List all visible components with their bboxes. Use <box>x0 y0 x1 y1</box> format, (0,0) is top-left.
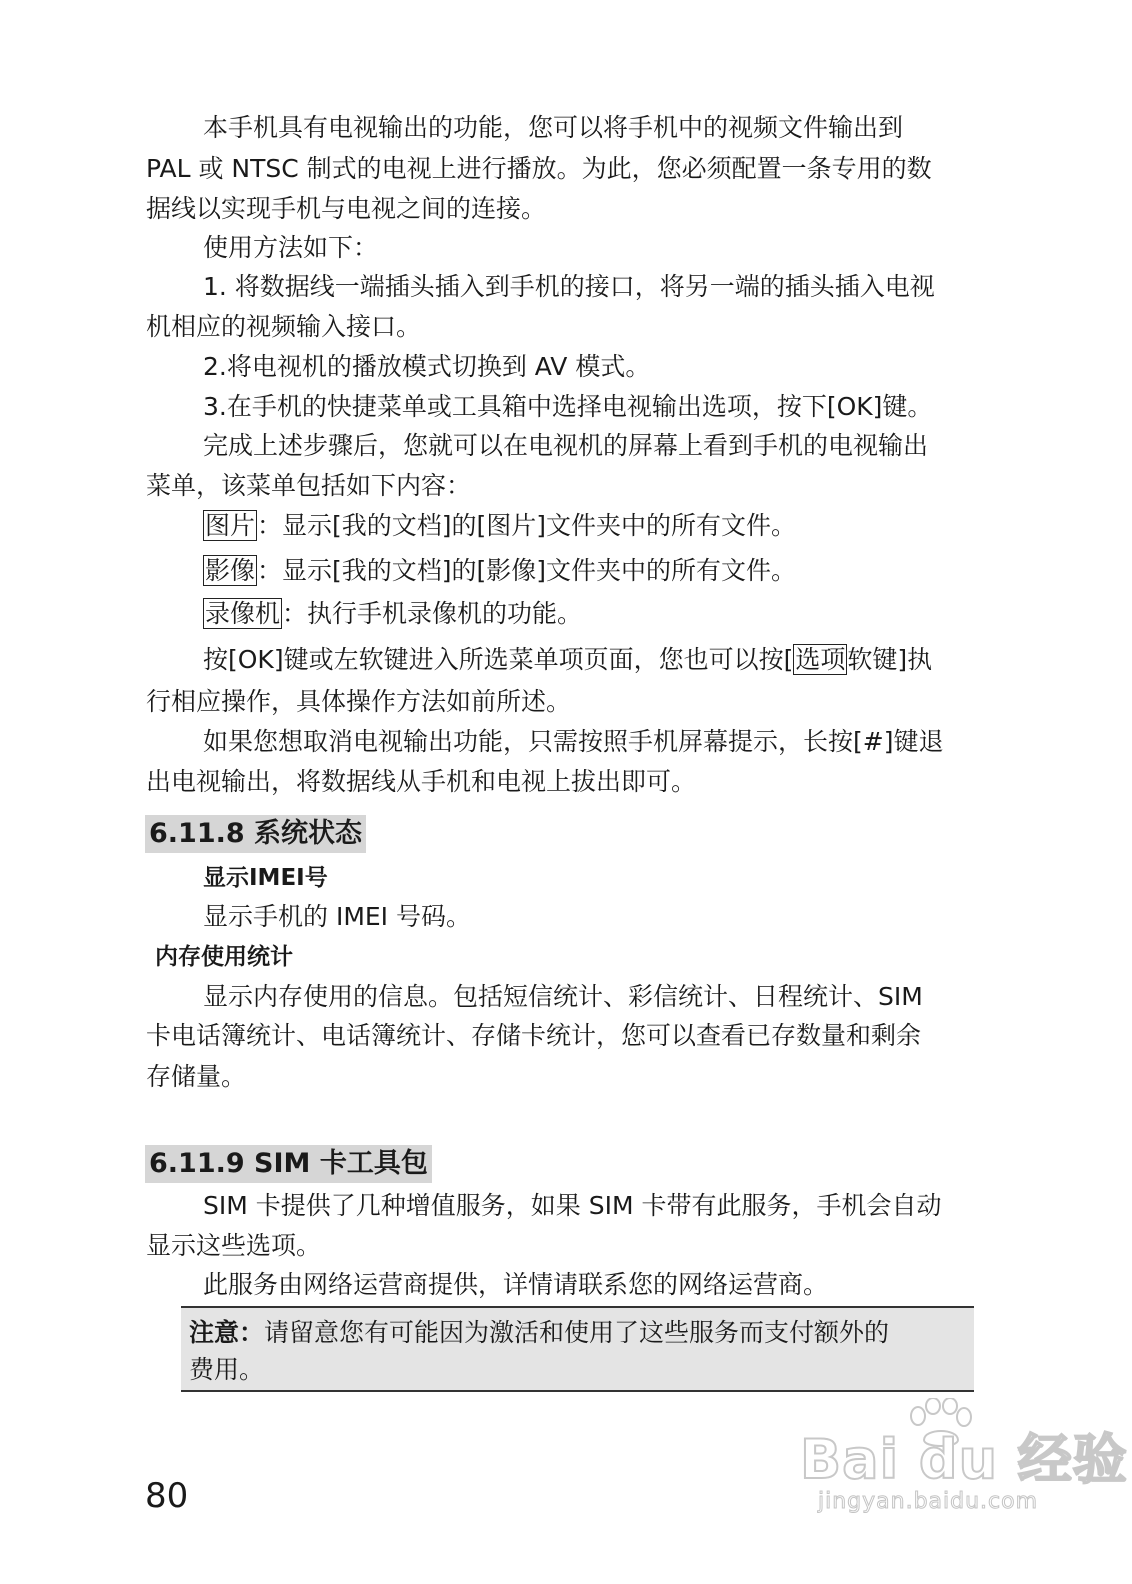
options-softkey-term: 选项 <box>795 645 846 674</box>
memory-subheading: 内存使用统计 <box>155 944 293 970</box>
watermark-url: jingyan.baidu.com <box>818 1489 1039 1514</box>
imei-text: 显示手机的 IMEI 号码。 <box>203 902 472 931</box>
note-box <box>181 1306 974 1392</box>
baidu-watermark-logo: Bai du 经验 <box>800 1428 1128 1491</box>
after-line-1: 完成上述步骤后，您就可以在电视机的屏幕上看到手机的电视输出 <box>203 431 929 460</box>
sim-line-2: 显示这些选项。 <box>146 1231 322 1260</box>
usage-heading: 使用方法如下： <box>203 233 379 262</box>
step-1-line-2: 机相应的视频输入接口。 <box>146 312 422 341</box>
after-line-2: 菜单，该菜单包括如下内容： <box>146 471 472 500</box>
note-text: 请留意您有可能因为激活和使用了这些服务而支付额外的 <box>264 1318 890 1347</box>
section-heading-6119: 6.11.9 SIM 卡工具包 <box>145 1145 432 1183</box>
menu-item-videos <box>203 556 796 586</box>
page-number: 80 <box>145 1476 189 1516</box>
menu-desc-videos: ：显示[我的文档]的[影像]文件夹中的所有文件。 <box>257 556 797 585</box>
ok-line-1 <box>203 645 932 675</box>
menu-term-pictures: 图片 <box>205 511 256 540</box>
sim-operator-line: 此服务由网络运营商提供，详情请联系您的网络运营商。 <box>203 1270 829 1299</box>
menu-desc-camcorder: ：执行手机录像机的功能。 <box>282 599 583 628</box>
intro-line-1: 本手机具有电视输出的功能，您可以将手机中的视频文件输出到 <box>203 113 904 142</box>
menu-item-pictures <box>203 511 796 541</box>
memory-line-2: 卡电话簿统计、电话簿统计、存储卡统计，您可以查看已存数量和剩余 <box>146 1021 922 1050</box>
menu-term-videos: 影像 <box>205 556 256 585</box>
memory-line-1: 显示内存使用的信息。包括短信统计、彩信统计、日程统计、SIM <box>203 982 923 1011</box>
sim-line-1: SIM 卡提供了几种增值服务，如果 SIM 卡带有此服务，手机会自动 <box>203 1191 942 1220</box>
note-line-2: 费用。 <box>189 1355 265 1384</box>
note-line-1 <box>189 1318 889 1348</box>
memory-line-3: 存储量。 <box>146 1062 247 1091</box>
menu-term-camcorder: 录像机 <box>205 599 281 628</box>
intro-line-2: PAL 或 NTSC 制式的电视上进行播放。为此，您必须配置一条专用的数 <box>146 154 932 183</box>
ok-text-post: 软键]执 <box>847 645 933 674</box>
step-1-line-1: 1. 将数据线一端插头插入到手机的接口，将另一端的插头插入电视 <box>203 272 935 301</box>
menu-desc-pictures: ：显示[我的文档]的[图片]文件夹中的所有文件。 <box>257 511 797 540</box>
ok-text-pre: 按[OK]键或左软键进入所选菜单项页面，您也可以按[ <box>203 645 794 674</box>
menu-item-camcorder <box>203 599 582 629</box>
note-label: 注意： <box>189 1318 265 1347</box>
step-2: 2.将电视机的播放模式切换到 AV 模式。 <box>203 352 651 381</box>
imei-subheading: 显示IMEI号 <box>203 865 328 891</box>
cancel-line-1: 如果您想取消电视输出功能，只需按照手机屏幕提示，长按[#]键退 <box>203 727 944 756</box>
section-heading-6118: 6.11.8 系统状态 <box>145 815 366 853</box>
ok-line-2: 行相应操作，具体操作方法如前所述。 <box>146 687 572 716</box>
step-3: 3.在手机的快捷菜单或工具箱中选择电视输出选项，按下[OK]键。 <box>203 392 933 421</box>
intro-line-3: 据线以实现手机与电视之间的连接。 <box>146 194 547 223</box>
cancel-line-2: 出电视输出，将数据线从手机和电视上拔出即可。 <box>146 767 697 796</box>
